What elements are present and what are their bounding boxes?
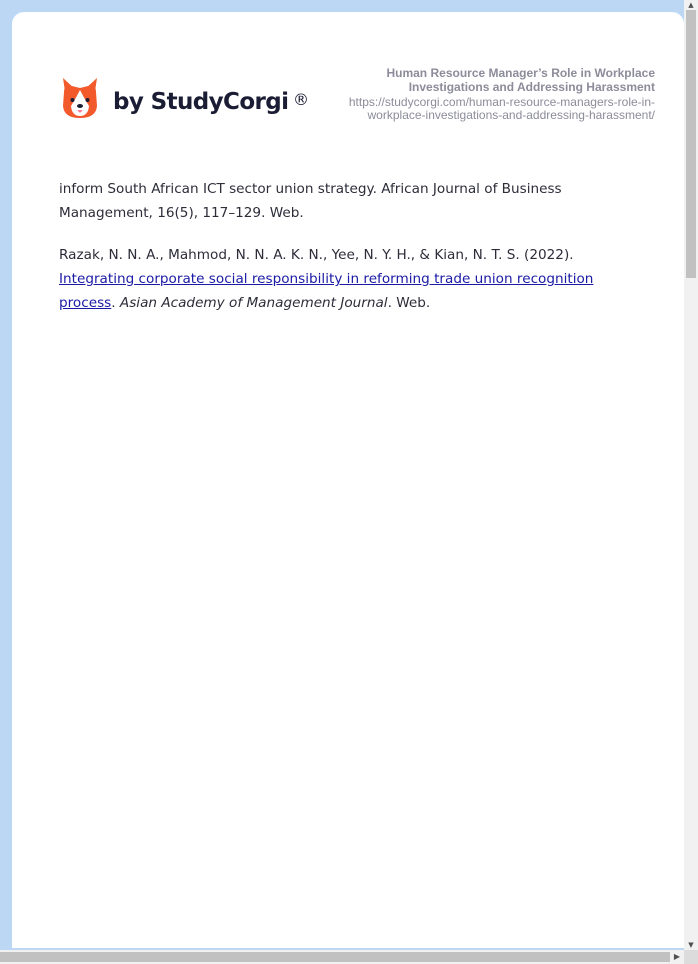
reference-authors: Razak, N. N. A., Mahmod, N. N. A. K. N., Yee, N. Y. H., & Kian, N. T. S. (2022). bbox=[59, 247, 574, 263]
title-line-2: Investigations and Addressing Harassment bbox=[408, 80, 655, 94]
scroll-down-icon[interactable]: ▼ bbox=[688, 941, 694, 949]
document-header bbox=[315, 66, 655, 122]
reference-text: inform South African ICT sector union strategy. African Journal of Business Management, 16(5), 117–129. Web. bbox=[59, 181, 562, 221]
reference-item bbox=[59, 243, 651, 315]
url-line-1: https://studycorgi.com/human-resource-managers-role-in- bbox=[348, 95, 655, 109]
reference-journal: Asian Academy of Management Journal bbox=[119, 295, 388, 311]
vertical-scrollbar[interactable] bbox=[684, 0, 698, 950]
registered-mark: ® bbox=[293, 90, 309, 109]
logo-text: by StudyCorgi bbox=[113, 89, 289, 115]
reference-separator: . bbox=[111, 295, 120, 311]
document-title bbox=[315, 66, 655, 94]
horizontal-scroll-thumb[interactable] bbox=[0, 952, 670, 962]
reference-item bbox=[59, 177, 651, 225]
document-page bbox=[12, 12, 684, 948]
references-list bbox=[59, 177, 651, 333]
vertical-scroll-thumb[interactable] bbox=[686, 10, 696, 278]
scroll-right-icon[interactable]: ▶ bbox=[673, 952, 681, 961]
title-line-1: Human Resource Manager’s Role in Workplace bbox=[386, 66, 655, 80]
horizontal-scrollbar[interactable] bbox=[0, 950, 684, 964]
scrollbar-corner bbox=[684, 950, 698, 964]
corgi-icon bbox=[60, 76, 100, 120]
reference-link[interactable]: Integrating corporate social responsibility in reforming trade union recognition process bbox=[59, 271, 594, 311]
document-url[interactable] bbox=[315, 96, 655, 122]
reference-end: . Web. bbox=[387, 295, 431, 311]
studycorgi-logo[interactable] bbox=[60, 76, 309, 120]
url-line-2: workplace-investigations-and-addressing-harassment/ bbox=[367, 108, 655, 122]
scroll-up-icon[interactable]: ▲ bbox=[688, 1, 694, 9]
